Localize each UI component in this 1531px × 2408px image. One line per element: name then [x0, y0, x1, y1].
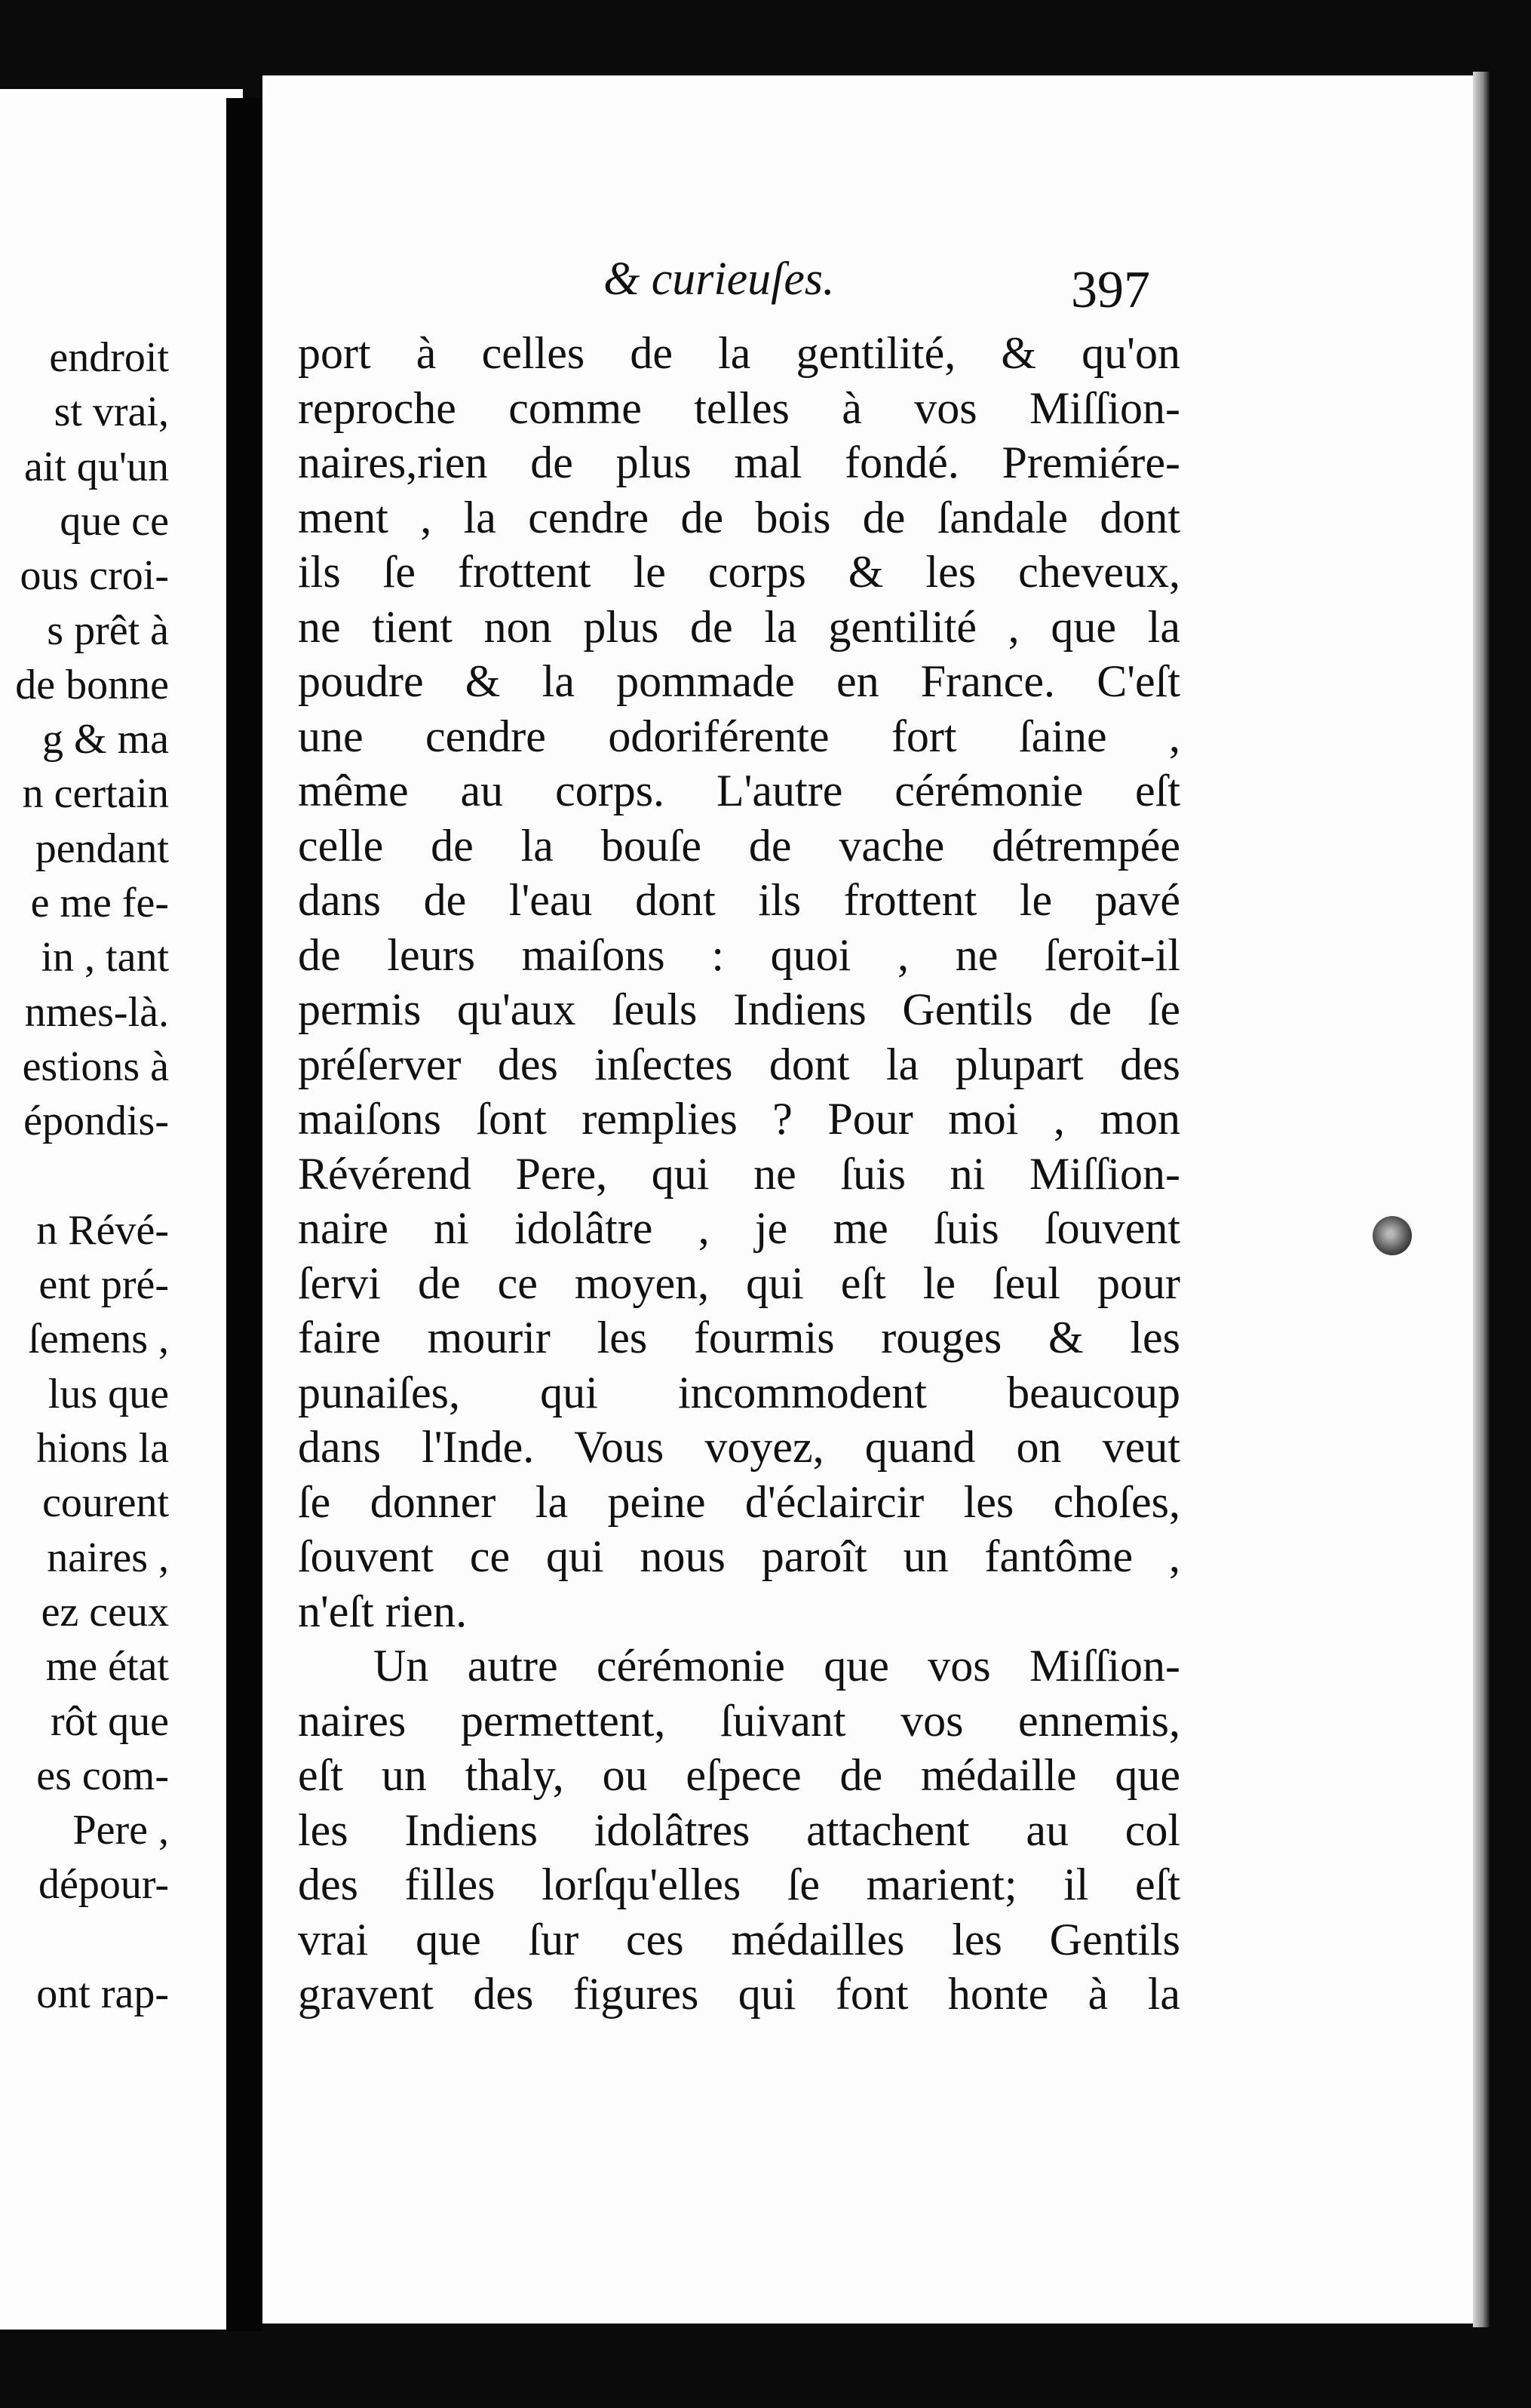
- binding-hole-icon: [1373, 1216, 1412, 1255]
- left-page: [0, 89, 243, 2330]
- left-page-line: in , tant: [41, 934, 169, 981]
- text-line: Révérend Pere, qui ne ſuis ni Miſſion-: [298, 1148, 1180, 1199]
- page-edge: [1473, 72, 1490, 2327]
- left-page-line: estions à: [22, 1043, 169, 1090]
- text-line: n'eſt rien.: [298, 1586, 468, 1636]
- left-page-line: pendant: [35, 825, 169, 872]
- text-line: faire mourir les fourmis rouges & les: [298, 1313, 1180, 1362]
- left-page-line: dépour-: [38, 1861, 169, 1909]
- left-page-line: épondis-: [23, 1098, 169, 1145]
- text-line: naires permettent, ſuivant vos ennemis,: [298, 1695, 1180, 1746]
- text-line: ſouvent ce qui nous paroît un fantôme ,: [298, 1531, 1180, 1581]
- text-line: vrai que ſur ces médailles les Gentils: [298, 1914, 1180, 1964]
- left-page-line: nmes-là.: [24, 988, 169, 1036]
- left-page-line: me état: [45, 1643, 169, 1691]
- text-line: des filles lorſqu'elles ſe marient; il eſt: [298, 1860, 1180, 1909]
- left-page-line: ſemens ,: [28, 1316, 169, 1363]
- text-line: les Indiens idolâtres attachent au col: [298, 1804, 1180, 1855]
- text-line: ſe donner la peine d'éclaircir les choſes,: [298, 1476, 1180, 1527]
- left-page-line: rôt que: [50, 1697, 169, 1745]
- text-line: gravent des figures qui font honte à la: [298, 1969, 1180, 2019]
- left-page-line: g & ma: [42, 716, 169, 763]
- text-line: Un autre cérémonie que vos Miſſion-: [373, 1641, 1180, 1691]
- page-number: 397: [1071, 261, 1150, 319]
- text-line: ment , la cendre de bois de ſandale dont: [298, 492, 1180, 542]
- running-head: & curieuſes.: [603, 253, 835, 305]
- left-page-line: st vrai,: [54, 389, 169, 436]
- text-line: permis qu'aux ſeuls Indiens Gentils de ſe: [298, 984, 1180, 1034]
- text-line: maiſons ſont remplies ? Pour moi , mon: [298, 1094, 1180, 1144]
- text-line: préſerver des inſectes dont la plupart des: [298, 1039, 1180, 1089]
- left-page-line: courent: [42, 1479, 169, 1527]
- left-page-line: ez ceux: [41, 1588, 169, 1636]
- left-page-line: endroit: [49, 334, 169, 381]
- text-line: une cendre odoriférente fort ſaine ,: [298, 711, 1180, 761]
- text-line: naires,rien de plus mal fondé. Premiére-: [298, 438, 1180, 487]
- text-line: ils ſe frottent le corps & les cheveux,: [298, 547, 1180, 597]
- body-text: [298, 326, 1180, 2022]
- text-line: ne tient non plus de la gentilité , que la: [298, 601, 1180, 652]
- left-page-line: naires ,: [47, 1534, 169, 1581]
- left-page-line: ous croi-: [20, 552, 169, 600]
- left-page-line: de bonne: [15, 661, 169, 708]
- text-line: de leurs maiſons : quoi , ne ſeroit-il: [298, 929, 1180, 980]
- left-page-line: n certain: [22, 770, 169, 818]
- left-page-line: n Révé-: [36, 1206, 169, 1254]
- text-line: punaiſes, qui incommodent beaucoup: [298, 1367, 1180, 1417]
- text-line: dans l'Inde. Vous voyez, quand on veut: [298, 1422, 1180, 1472]
- book-gutter: [226, 98, 262, 2331]
- left-page-line: ent pré-: [38, 1261, 169, 1309]
- left-page-line: ait qu'un: [23, 443, 169, 490]
- left-page-line: ont rap-: [36, 1970, 169, 2017]
- left-page-line: e me fe-: [30, 880, 169, 926]
- text-line: reproche comme telles à vos Miſſion-: [298, 382, 1180, 433]
- left-page-line: Pere ,: [72, 1807, 169, 1854]
- text-line: eſt un thaly, ou eſpece de médaille que: [298, 1750, 1180, 1800]
- left-page-line: lus que: [48, 1370, 169, 1417]
- left-page-line: es com-: [36, 1752, 169, 1799]
- text-line: naire ni idolâtre , je me ſuis ſouvent: [298, 1203, 1180, 1253]
- text-line: dans de l'eau dont ils frottent le pavé: [298, 875, 1180, 925]
- text-line: ſervi de ce moyen, qui eſt le ſeul pour: [298, 1258, 1180, 1308]
- left-page-line: hions la: [36, 1425, 169, 1472]
- text-line: poudre & la pommade en France. C'eſt: [298, 656, 1180, 706]
- text-line: port à celles de la gentilité, & qu'on: [298, 328, 1180, 378]
- text-line: celle de la bouſe de vache détrempée: [298, 820, 1180, 871]
- left-page-line: que ce: [60, 497, 169, 545]
- text-line: même au corps. L'autre cérémonie eſt: [298, 766, 1180, 815]
- left-page-line: s prêt à: [47, 607, 169, 654]
